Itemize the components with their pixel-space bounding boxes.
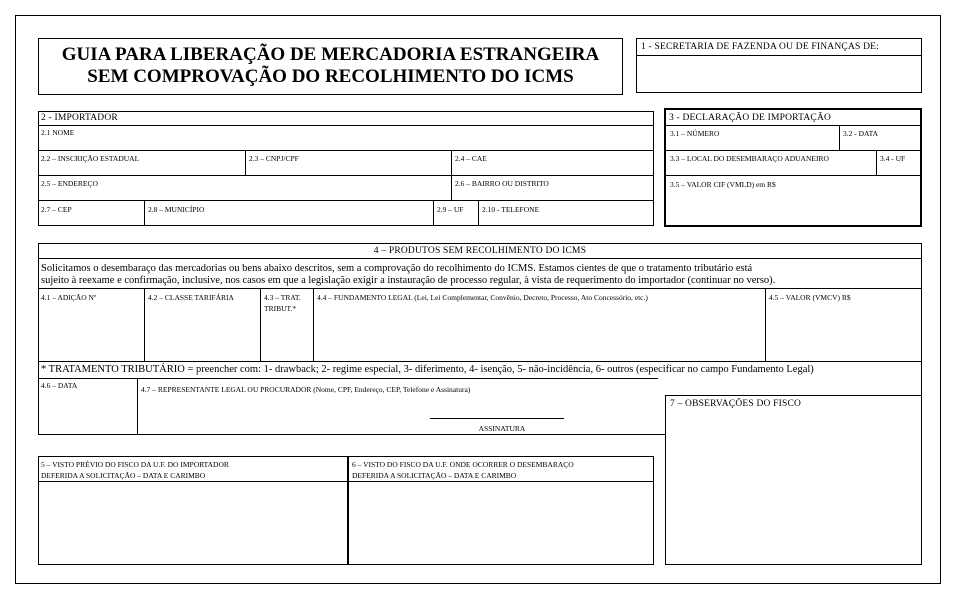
visto-previo-line1: 5 – VISTO PRÉVIO DO FISCO DA U.F. DO IMPORTADOR [41,460,229,469]
data-field[interactable]: 4.6 – DATA [41,381,78,390]
tratamento-note: * TRATAMENTO TRIBUTÁRIO = preencher com: 1- drawback; 2- regime especial, 3- diferimento, 4- isenção, 5- não-incidência, 6- outros (especificar no campo Fundamento Legal) [41,364,814,375]
declaracao-vline-1 [839,125,840,150]
trat-tribut-field-line2: TRIBUT.* [264,304,297,313]
municipio-field[interactable]: 2.8 – MUNICÍPIO [148,205,205,214]
importador-vline-1 [245,150,246,175]
visto-previo-divider [38,481,348,482]
importador-line-4 [38,200,654,201]
uf-field[interactable]: 2.9 – UF [437,205,464,214]
declaracao-vline-2 [876,150,877,175]
produtos-vline-4 [765,288,766,361]
observacoes-box[interactable] [665,395,922,565]
secretaria-divider [636,55,922,56]
produtos-title: 4 – PRODUTOS SEM RECOLHIMENTO DO ICMS [373,246,587,256]
importador-vline-3 [144,200,145,226]
inscricao-estadual-field[interactable]: 2.2 – INSCRIÇÃO ESTADUAL [41,154,140,163]
visto-fisco-line1: 6 – VISTO DO FISCO DA U.F. ONDE OCORRER O DESEMBARAÇO [352,460,574,469]
produtos-text-line2: sujeito à reexame e confirmação, inclusive, nos casos em que a legislação exigir a instauração de processo regular, à vista de requerimento do importador (continuar no verso). [41,275,776,286]
adicao-field[interactable]: 4.1 – ADIÇÃO Nº [41,293,97,302]
cae-field[interactable]: 2.4 – CAE [455,154,487,163]
produtos-vline-5 [137,378,138,435]
importador-vline-5 [478,200,479,226]
visto-fisco-line2: DEFERIDA A SOLICITAÇÃO – DATA E CARIMBO [352,471,517,480]
di-data-field[interactable]: 3.2 - DATA [843,129,879,138]
cep-field[interactable]: 2.7 – CEP [41,205,72,214]
produtos-line-3 [38,361,922,362]
importador-line-3 [38,175,654,176]
importador-title: 2 - IMPORTADOR [41,113,118,123]
classe-tarifaria-field[interactable]: 4.2 – CLASSE TARIFÁRIA [148,293,234,302]
declaracao-line-1 [666,125,920,126]
declaracao-line-2 [666,150,920,151]
produtos-line-1 [38,258,922,259]
representante-field[interactable]: 4.7 – REPRESENTANTE LEGAL OU PROCURADOR (Nome, CPF, Endereço, CEP, Telefone e Assinatura) [141,385,471,394]
telefone-field[interactable]: 2.10 - TELEFONE [482,205,540,214]
produtos-line-4 [38,378,658,379]
declaracao-title: 3 - DECLARAÇÃO DE IMPORTAÇÃO [669,113,832,123]
produtos-vline-2 [260,288,261,361]
form-title-line2: SEM COMPROVAÇÃO DO RECOLHIMENTO DO ICMS [87,66,574,87]
importador-vline-2 [451,150,452,200]
di-uf-field[interactable]: 3.4 - UF [880,154,906,163]
declaracao-line-3 [666,175,920,176]
importador-line-1 [38,125,654,126]
nome-field[interactable]: 2.1 NOME [41,128,75,137]
bairro-field[interactable]: 2.6 – BAIRRO OU DISTRITO [455,179,549,188]
cnpj-cpf-field[interactable]: 2.3 – CNPJ/CPF [249,154,299,163]
di-numero-field[interactable]: 3.1 – NÚMERO [670,129,720,138]
trat-tribut-field-line1[interactable]: 4.3 – TRAT. [264,293,301,302]
importador-vline-4 [433,200,434,226]
produtos-vline-1 [144,288,145,361]
visto-fisco-divider [348,481,654,482]
fundamento-legal-field[interactable]: 4.4 – FUNDAMENTO LEGAL (Lei, Lei Complementar, Convênio, Decreto, Processo, Ato Concessório, etc.) [317,293,648,302]
importador-line-2 [38,150,654,151]
assinatura-label: ASSINATURA [478,424,526,433]
visto-previo-line2: DEFERIDA A SOLICITAÇÃO – DATA E CARIMBO [41,471,206,480]
di-local-field[interactable]: 3.3 – LOCAL DO DESEMBARAÇO ADUANEIRO [670,154,829,163]
assinatura-line [430,418,564,419]
valor-vmcv-field[interactable]: 4.5 – VALOR (VMCV) R$ [769,293,851,302]
observacoes-title: 7 – OBSERVAÇÕES DO FISCO [670,399,802,409]
di-valor-field[interactable]: 3.5 – VALOR CIF (VMLD) em R$ [670,180,776,189]
importador-box [38,111,654,226]
produtos-vline-3 [313,288,314,361]
secretaria-label: 1 - SECRETARIA DE FAZENDA OU DE FINANÇAS DE: [641,42,879,52]
form-title-line1: GUIA PARA LIBERAÇÃO DE MERCADORIA ESTRANGEIRA [61,44,600,65]
endereco-field[interactable]: 2.5 – ENDEREÇO [41,179,98,188]
produtos-line-2 [38,288,922,289]
produtos-text-line1: Solicitamos o desembaraço das mercadorias ou bens abaixo descritos, sem a comprovação do recolhimento do ICMS. Estamos cientes de que o tratamento tributário está [41,263,753,274]
